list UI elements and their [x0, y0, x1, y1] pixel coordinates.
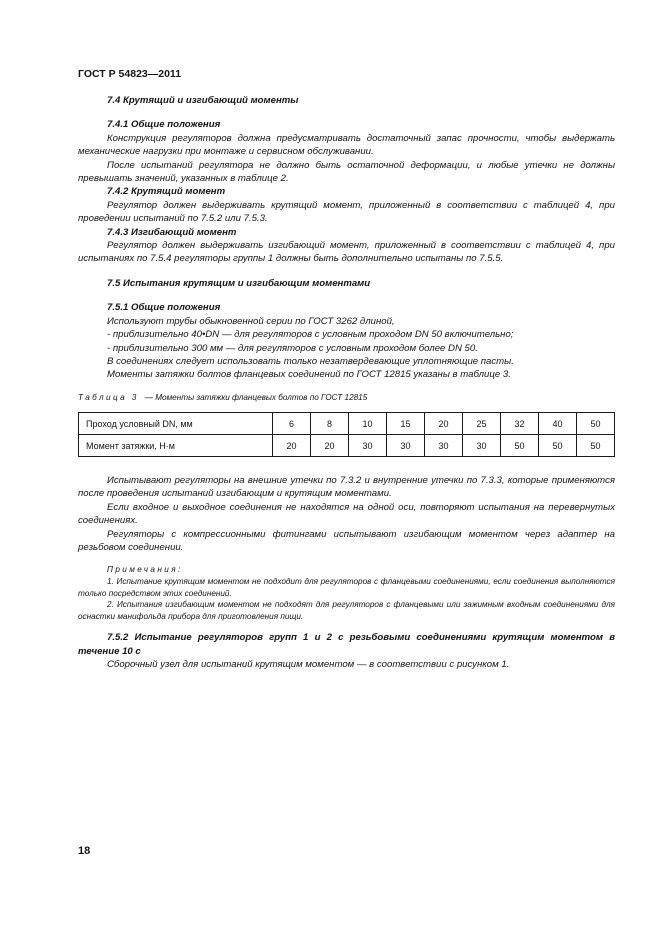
paragraph: Регулятор должен выдерживать крутящий момент, приложенный в соответствии с таблицей 4, при проведении испытаний по 7.5.2 или 7.5.3.	[78, 199, 615, 225]
paragraph: Регуляторы с компрессионными фитингами испытывают изгибающим моментом через адаптер на резьбовом соединении.	[78, 528, 615, 554]
section-7-5-title: 7.5 Испытания крутящим и изгибающим моментами	[107, 277, 371, 289]
table-cell: 30	[463, 435, 501, 457]
table-caption-text: — Моменты затяжки фланцевых болтов по ГОСТ 12815	[144, 393, 368, 402]
section-7-5-2-title: 7.5.2 Испытание регуляторов групп 1 и 2 с резьбовыми соединениями крутящим моментом в течение 10 с	[78, 632, 615, 657]
list-item: - приблизительно 40•DN — для регуляторов с условным проходом DN 50 включительно;	[107, 329, 514, 341]
table-cell: 15	[387, 413, 425, 435]
row-header: Момент затяжки, Н·м	[79, 435, 273, 457]
table-cell: 30	[349, 435, 387, 457]
section-7-4-1-title: 7.4.1 Общие положения	[107, 119, 221, 131]
table-row	[79, 435, 615, 457]
paragraph: После испытаний регулятора не должно быть остаточной деформации, и любые утечки не должны превышать значений, указанных в таблице 2.	[78, 159, 615, 185]
paragraph: Сборочный узел для испытаний крутящим моментом — в соответствии с рисунком 1.	[107, 659, 510, 671]
table-cell: 50	[501, 435, 539, 457]
table-cell: 30	[387, 435, 425, 457]
note-item: 2. Испытания изгибающим моментом не подходят для регуляторов с фланцевыми или зажимным входным соединениями для оснастки манифольда прибора для приготовления пищи.	[78, 600, 615, 621]
paragraph: Регулятор должен выдерживать изгибающий момент, приложенный в соответствии с таблицей 4, при испытаниях по 7.5.4 регуляторы группы 1 должны быть дополнительно испытаны по 7.5.5.	[78, 240, 615, 265]
table-cell: 25	[463, 413, 501, 435]
section-7-4-title: 7.4 Крутящий и изгибающий моменты	[107, 95, 299, 106]
continued-text	[78, 474, 615, 672]
section-7-4-3-title: 7.4.3 Изгибающий момент	[107, 226, 237, 238]
paragraph: Испытывают регуляторы на внешние утечки по 7.3.2 и внутренние утечки по 7.3.3, которые применяются после проведения испытаний изгибающим и крутящим моментами.	[78, 475, 615, 500]
table-cell: 50	[577, 413, 615, 435]
page-number: 18	[78, 845, 91, 857]
paragraph: В соединениях следует использовать только незатвердевающие уплотняющие пасты.	[107, 355, 514, 367]
standard-header: ГОСТ Р 54823—2011	[78, 68, 182, 80]
table-cell: 10	[349, 413, 387, 435]
table-cell: 40	[539, 413, 577, 435]
section-7-4-2-title: 7.4.2 Крутящий момент	[107, 186, 226, 198]
main-text	[78, 94, 615, 382]
paragraph: Конструкция регуляторов должна предусматривать достаточный запас прочности, чтобы выдержать механические нагрузки при монтаже и сервисном обслуживании.	[78, 132, 615, 158]
notes-title: Примечания:	[107, 565, 183, 575]
table-cell: 20	[311, 435, 349, 457]
paragraph: Используют трубы обыкновенной серии по ГОСТ 3262 длиной,	[107, 315, 395, 327]
table-cell: 20	[273, 435, 311, 457]
table-cell: 8	[311, 413, 349, 435]
table-label: Таблица 3	[78, 393, 139, 402]
table-cell: 30	[425, 435, 463, 457]
table-caption	[78, 393, 367, 402]
paragraph: Моменты затяжки болтов фланцевых соединений по ГОСТ 12815 указаны в таблице 3.	[107, 369, 511, 381]
table-row	[79, 413, 615, 435]
note-item: 1. Испытание крутящим моментом не подходит для регуляторов с фланцевыми соединениями, если соединения выполняются только посредством этих соединений.	[78, 577, 615, 598]
table-cell: 20	[425, 413, 463, 435]
row-header: Проход условный DN, мм	[79, 413, 273, 435]
list-item: - приблизительно 300 мм — для регуляторов с условным проходом более DN 50.	[107, 342, 478, 354]
section-7-5-1-title: 7.5.1 Общие положения	[107, 302, 221, 314]
table-cell: 32	[501, 413, 539, 435]
table-cell: 50	[539, 435, 577, 457]
paragraph: Если входное и выходное соединения не находятся на одной оси, повторяют испытания на перевернутых соединениях.	[78, 501, 615, 527]
table-cell: 6	[273, 413, 311, 435]
table-cell: 50	[577, 435, 615, 457]
tightening-torque-table	[78, 412, 615, 457]
